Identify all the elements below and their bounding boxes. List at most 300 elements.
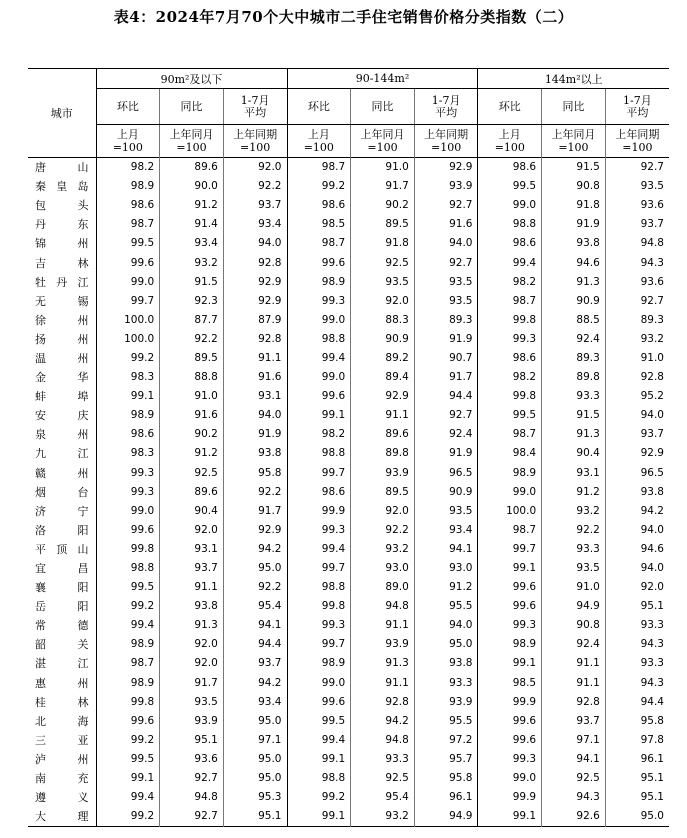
value-cell: 92.7 — [605, 158, 669, 178]
value-cell: 100.0 — [96, 330, 160, 349]
value-cell: 94.0 — [605, 559, 669, 578]
value-cell: 91.8 — [351, 234, 415, 253]
value-cell: 94.9 — [542, 597, 606, 616]
value-cell: 93.3 — [414, 674, 478, 693]
value-cell: 93.0 — [414, 559, 478, 578]
value-cell: 98.2 — [478, 368, 542, 387]
value-cell: 95.0 — [223, 559, 287, 578]
value-cell: 92.2 — [223, 483, 287, 502]
value-cell: 91.2 — [160, 444, 224, 463]
value-cell: 93.1 — [160, 540, 224, 559]
value-cell: 98.2 — [478, 273, 542, 292]
value-cell: 90.7 — [414, 349, 478, 368]
value-cell: 95.5 — [414, 712, 478, 731]
city-name: 九江 — [35, 447, 90, 461]
value-cell: 94.6 — [542, 253, 606, 272]
value-cell: 99.0 — [287, 311, 351, 330]
value-cell: 94.2 — [223, 674, 287, 693]
value-cell: 99.6 — [478, 578, 542, 597]
value-cell: 92.0 — [351, 502, 415, 521]
base-cell: 上年同期 =100 — [414, 125, 478, 158]
table-row — [28, 712, 669, 731]
value-cell: 91.2 — [414, 578, 478, 597]
value-cell: 92.5 — [351, 253, 415, 272]
city-name: 北海 — [35, 714, 90, 728]
value-cell: 99.0 — [96, 502, 160, 521]
value-cell: 98.9 — [96, 674, 160, 693]
value-cell: 99.1 — [96, 769, 160, 788]
value-cell: 94.3 — [605, 674, 669, 693]
value-cell: 98.7 — [96, 654, 160, 673]
value-cell: 98.4 — [478, 444, 542, 463]
value-cell: 98.6 — [287, 483, 351, 502]
value-cell: 91.7 — [351, 177, 415, 196]
value-cell: 92.5 — [160, 464, 224, 483]
city-name: 济宁 — [35, 504, 90, 518]
value-cell: 99.6 — [96, 521, 160, 540]
value-cell: 95.1 — [223, 807, 287, 827]
value-cell: 92.0 — [160, 521, 224, 540]
value-cell: 99.9 — [287, 502, 351, 521]
value-cell: 92.7 — [414, 406, 478, 425]
value-cell: 90.8 — [542, 616, 606, 635]
value-cell: 93.5 — [605, 177, 669, 196]
value-cell: 90.2 — [160, 425, 224, 444]
table-row — [28, 444, 669, 463]
value-cell: 98.8 — [287, 769, 351, 788]
value-cell: 98.2 — [96, 158, 160, 178]
value-cell: 95.8 — [414, 769, 478, 788]
value-cell: 94.4 — [605, 693, 669, 712]
value-cell: 93.7 — [223, 654, 287, 673]
value-cell: 93.5 — [160, 693, 224, 712]
table-row — [28, 693, 669, 712]
city-name: 泉州 — [35, 428, 90, 442]
value-cell: 93.7 — [605, 425, 669, 444]
subheader-cell: 同比 — [160, 89, 224, 125]
value-cell: 99.5 — [478, 406, 542, 425]
value-cell: 91.7 — [223, 502, 287, 521]
city-name: 岳阳 — [35, 600, 90, 614]
value-cell: 93.6 — [605, 196, 669, 215]
value-cell: 91.0 — [542, 578, 606, 597]
value-cell: 99.0 — [478, 769, 542, 788]
value-cell: 93.8 — [160, 597, 224, 616]
table-row — [28, 540, 669, 559]
table-row — [28, 502, 669, 521]
city-name: 三亚 — [35, 733, 90, 747]
value-cell: 99.1 — [478, 807, 542, 827]
city-name: 平顶山 — [35, 542, 90, 556]
value-cell: 98.8 — [96, 559, 160, 578]
value-cell: 92.2 — [542, 521, 606, 540]
value-cell: 91.1 — [223, 349, 287, 368]
value-cell: 89.5 — [351, 215, 415, 234]
value-cell: 89.8 — [542, 368, 606, 387]
value-cell: 96.5 — [605, 464, 669, 483]
table-row — [28, 406, 669, 425]
base-cell: 上年同月 =100 — [160, 125, 224, 158]
city-name: 徐州 — [35, 313, 90, 327]
value-cell: 95.2 — [605, 387, 669, 406]
table-row — [28, 731, 669, 750]
value-cell: 89.6 — [160, 158, 224, 178]
city-name: 大理 — [35, 810, 90, 824]
value-cell: 91.1 — [351, 406, 415, 425]
table-row — [28, 674, 669, 693]
value-cell: 99.6 — [287, 693, 351, 712]
value-cell: 95.0 — [223, 712, 287, 731]
value-cell: 98.6 — [96, 425, 160, 444]
value-cell: 93.5 — [542, 559, 606, 578]
value-cell: 91.1 — [542, 674, 606, 693]
value-cell: 98.6 — [96, 196, 160, 215]
subheader-cell: 1-7月 平均 — [605, 89, 669, 125]
value-cell: 89.5 — [160, 349, 224, 368]
value-cell: 93.4 — [223, 215, 287, 234]
value-cell: 92.0 — [160, 635, 224, 654]
table-row — [28, 234, 669, 253]
value-cell: 87.9 — [223, 311, 287, 330]
value-cell: 99.7 — [96, 292, 160, 311]
value-cell: 91.9 — [542, 215, 606, 234]
value-cell: 93.4 — [414, 521, 478, 540]
value-cell: 99.1 — [287, 406, 351, 425]
value-cell: 91.3 — [542, 273, 606, 292]
table-row — [28, 425, 669, 444]
value-cell: 99.6 — [287, 387, 351, 406]
value-cell: 93.3 — [605, 616, 669, 635]
value-cell: 98.9 — [96, 635, 160, 654]
city-name: 襄阳 — [35, 581, 90, 595]
value-cell: 92.6 — [542, 807, 606, 827]
value-cell: 98.9 — [96, 177, 160, 196]
value-cell: 99.2 — [96, 807, 160, 827]
value-cell: 99.1 — [96, 387, 160, 406]
value-cell: 99.5 — [287, 712, 351, 731]
value-cell: 94.4 — [223, 635, 287, 654]
value-cell: 93.2 — [605, 330, 669, 349]
value-cell: 94.1 — [542, 750, 606, 769]
value-cell: 99.3 — [96, 464, 160, 483]
value-cell: 92.8 — [351, 693, 415, 712]
city-name: 牡丹江 — [35, 275, 90, 289]
table-row — [28, 273, 669, 292]
city-name: 丹东 — [35, 218, 90, 232]
value-cell: 91.1 — [351, 674, 415, 693]
value-cell: 91.3 — [351, 654, 415, 673]
value-cell: 92.7 — [160, 769, 224, 788]
value-cell: 92.0 — [605, 578, 669, 597]
value-cell: 90.4 — [160, 502, 224, 521]
value-cell: 91.0 — [160, 387, 224, 406]
value-cell: 90.9 — [414, 483, 478, 502]
value-cell: 91.0 — [605, 349, 669, 368]
value-cell: 99.2 — [96, 597, 160, 616]
value-cell: 94.0 — [223, 234, 287, 253]
value-cell: 92.4 — [542, 635, 606, 654]
value-cell: 94.0 — [605, 406, 669, 425]
value-cell: 99.8 — [478, 311, 542, 330]
value-cell: 95.1 — [605, 597, 669, 616]
value-cell: 99.0 — [96, 273, 160, 292]
table-row — [28, 654, 669, 673]
value-cell: 91.2 — [542, 483, 606, 502]
value-cell: 93.0 — [351, 559, 415, 578]
value-cell: 90.4 — [542, 444, 606, 463]
value-cell: 91.1 — [160, 578, 224, 597]
value-cell: 99.3 — [96, 483, 160, 502]
value-cell: 93.4 — [223, 693, 287, 712]
value-cell: 94.3 — [542, 788, 606, 807]
value-cell: 95.4 — [223, 597, 287, 616]
value-cell: 94.0 — [605, 521, 669, 540]
value-cell: 91.3 — [160, 616, 224, 635]
value-cell: 98.6 — [478, 349, 542, 368]
value-cell: 91.1 — [351, 616, 415, 635]
table-row — [28, 177, 669, 196]
value-cell: 98.7 — [96, 215, 160, 234]
value-cell: 91.5 — [160, 273, 224, 292]
value-cell: 92.3 — [160, 292, 224, 311]
value-cell: 97.1 — [223, 731, 287, 750]
value-cell: 91.6 — [223, 368, 287, 387]
value-cell: 99.2 — [96, 349, 160, 368]
value-cell: 98.7 — [478, 292, 542, 311]
value-cell: 98.5 — [287, 215, 351, 234]
city-name: 扬州 — [35, 332, 90, 346]
value-cell: 91.7 — [160, 674, 224, 693]
value-cell: 93.9 — [351, 635, 415, 654]
value-cell: 89.3 — [414, 311, 478, 330]
value-cell: 99.4 — [96, 616, 160, 635]
value-cell: 93.2 — [351, 540, 415, 559]
value-cell: 88.5 — [542, 311, 606, 330]
value-cell: 94.0 — [414, 234, 478, 253]
value-cell: 99.3 — [478, 330, 542, 349]
value-cell: 99.6 — [287, 253, 351, 272]
value-cell: 94.2 — [605, 502, 669, 521]
value-cell: 99.0 — [287, 674, 351, 693]
value-cell: 99.7 — [287, 559, 351, 578]
value-cell: 95.1 — [605, 788, 669, 807]
value-cell: 93.7 — [542, 712, 606, 731]
value-cell: 90.9 — [351, 330, 415, 349]
value-cell: 91.0 — [351, 158, 415, 178]
city-name: 唐山 — [35, 161, 90, 175]
value-cell: 98.5 — [478, 674, 542, 693]
value-cell: 91.5 — [542, 158, 606, 178]
value-cell: 99.5 — [478, 177, 542, 196]
value-cell: 90.0 — [160, 177, 224, 196]
table-row — [28, 311, 669, 330]
value-cell: 93.8 — [223, 444, 287, 463]
subheader-cell: 环比 — [96, 89, 160, 125]
value-cell: 92.2 — [160, 330, 224, 349]
value-cell: 93.8 — [414, 654, 478, 673]
base-cell: 上年同月 =100 — [542, 125, 606, 158]
value-cell: 92.4 — [414, 425, 478, 444]
value-cell: 92.8 — [223, 330, 287, 349]
subheader-cell: 环比 — [287, 89, 351, 125]
subheader-cell: 1-7月 平均 — [223, 89, 287, 125]
table-row — [28, 158, 669, 178]
value-cell: 94.3 — [605, 253, 669, 272]
base-cell: 上月 =100 — [287, 125, 351, 158]
table-body — [28, 158, 669, 827]
value-cell: 98.9 — [478, 464, 542, 483]
value-cell: 99.3 — [478, 616, 542, 635]
value-cell: 93.3 — [605, 654, 669, 673]
value-cell: 99.4 — [287, 349, 351, 368]
group-header-small: 90m²及以下 — [96, 69, 287, 89]
value-cell: 99.8 — [287, 597, 351, 616]
value-cell: 91.6 — [414, 215, 478, 234]
value-cell: 91.9 — [414, 444, 478, 463]
value-cell: 93.1 — [542, 464, 606, 483]
subheader-row — [28, 89, 669, 125]
value-cell: 89.6 — [160, 483, 224, 502]
base-cell: 上月 =100 — [96, 125, 160, 158]
value-cell: 92.9 — [605, 444, 669, 463]
value-cell: 95.5 — [414, 597, 478, 616]
city-name: 金华 — [35, 371, 90, 385]
city-name: 韶关 — [35, 638, 90, 652]
value-cell: 93.1 — [223, 387, 287, 406]
value-cell: 99.3 — [287, 616, 351, 635]
value-cell: 99.3 — [478, 750, 542, 769]
value-cell: 91.6 — [160, 406, 224, 425]
table-title: 表4：2024年7月70个大中城市二手住宅销售价格分类指数（二） — [113, 8, 574, 26]
value-cell: 95.0 — [605, 807, 669, 827]
value-cell: 99.5 — [96, 578, 160, 597]
value-cell: 87.7 — [160, 311, 224, 330]
value-cell: 93.9 — [160, 712, 224, 731]
table-row — [28, 215, 669, 234]
value-cell: 93.4 — [160, 234, 224, 253]
table-row — [28, 349, 669, 368]
value-cell: 93.8 — [605, 483, 669, 502]
value-cell: 99.2 — [96, 731, 160, 750]
value-cell: 98.8 — [287, 444, 351, 463]
base-row — [28, 125, 669, 158]
value-cell: 91.8 — [542, 196, 606, 215]
subheader-cell: 同比 — [542, 89, 606, 125]
value-cell: 92.0 — [351, 292, 415, 311]
value-cell: 91.7 — [414, 368, 478, 387]
value-cell: 92.4 — [542, 330, 606, 349]
value-cell: 99.1 — [287, 807, 351, 827]
table-row — [28, 578, 669, 597]
group-header-medium: 90-144m² — [287, 69, 478, 89]
value-cell: 93.9 — [414, 177, 478, 196]
subheader-cell: 环比 — [478, 89, 542, 125]
table-row — [28, 292, 669, 311]
table-row — [28, 330, 669, 349]
value-cell: 99.9 — [478, 693, 542, 712]
value-cell: 92.0 — [223, 158, 287, 178]
city-name: 惠州 — [35, 676, 90, 690]
value-cell: 99.7 — [287, 464, 351, 483]
value-cell: 92.8 — [542, 693, 606, 712]
value-cell: 99.0 — [478, 483, 542, 502]
value-cell: 99.9 — [478, 788, 542, 807]
value-cell: 98.6 — [478, 158, 542, 178]
value-cell: 94.8 — [160, 788, 224, 807]
value-cell: 92.7 — [160, 807, 224, 827]
value-cell: 93.3 — [351, 750, 415, 769]
city-name: 锦州 — [35, 237, 90, 251]
value-cell: 99.0 — [287, 368, 351, 387]
value-cell: 98.7 — [287, 158, 351, 178]
table-row — [28, 521, 669, 540]
value-cell: 99.2 — [287, 788, 351, 807]
value-cell: 90.8 — [542, 177, 606, 196]
value-cell: 95.0 — [414, 635, 478, 654]
value-cell: 98.9 — [478, 635, 542, 654]
value-cell: 93.5 — [351, 273, 415, 292]
city-name: 南充 — [35, 772, 90, 786]
value-cell: 99.3 — [287, 521, 351, 540]
value-cell: 88.8 — [160, 368, 224, 387]
table-row — [28, 464, 669, 483]
subheader-cell: 1-7月 平均 — [414, 89, 478, 125]
value-cell: 98.3 — [96, 368, 160, 387]
value-cell: 95.4 — [351, 788, 415, 807]
value-cell: 91.1 — [542, 654, 606, 673]
city-name: 吉林 — [35, 256, 90, 270]
value-cell: 99.4 — [287, 731, 351, 750]
city-name: 赣州 — [35, 466, 90, 480]
city-name: 温州 — [35, 351, 90, 365]
value-cell: 99.6 — [96, 253, 160, 272]
value-cell: 99.8 — [96, 540, 160, 559]
value-cell: 99.6 — [478, 712, 542, 731]
value-cell: 89.2 — [351, 349, 415, 368]
table-row — [28, 483, 669, 502]
value-cell: 99.4 — [478, 253, 542, 272]
value-cell: 92.9 — [223, 292, 287, 311]
value-cell: 91.4 — [160, 215, 224, 234]
city-name: 包头 — [35, 199, 90, 213]
value-cell: 91.9 — [414, 330, 478, 349]
value-cell: 93.3 — [542, 540, 606, 559]
city-name: 常德 — [35, 619, 90, 633]
value-cell: 95.7 — [414, 750, 478, 769]
value-cell: 98.7 — [478, 521, 542, 540]
value-cell: 99.7 — [478, 540, 542, 559]
value-cell: 94.0 — [414, 616, 478, 635]
city-name: 蚌埠 — [35, 390, 90, 404]
value-cell: 91.9 — [223, 425, 287, 444]
value-cell: 93.5 — [414, 292, 478, 311]
value-cell: 94.8 — [351, 597, 415, 616]
base-cell: 上年同期 =100 — [605, 125, 669, 158]
value-cell: 92.9 — [223, 273, 287, 292]
city-name: 烟台 — [35, 485, 90, 499]
table-row — [28, 253, 669, 272]
value-cell: 93.7 — [160, 559, 224, 578]
price-index-table — [28, 68, 669, 827]
city-name: 遵义 — [35, 791, 90, 805]
value-cell: 96.1 — [414, 788, 478, 807]
value-cell: 95.8 — [223, 464, 287, 483]
value-cell: 98.7 — [287, 234, 351, 253]
city-column-header: 城市 — [28, 69, 96, 158]
value-cell: 98.6 — [478, 234, 542, 253]
value-cell: 98.3 — [96, 444, 160, 463]
value-cell: 91.2 — [160, 196, 224, 215]
